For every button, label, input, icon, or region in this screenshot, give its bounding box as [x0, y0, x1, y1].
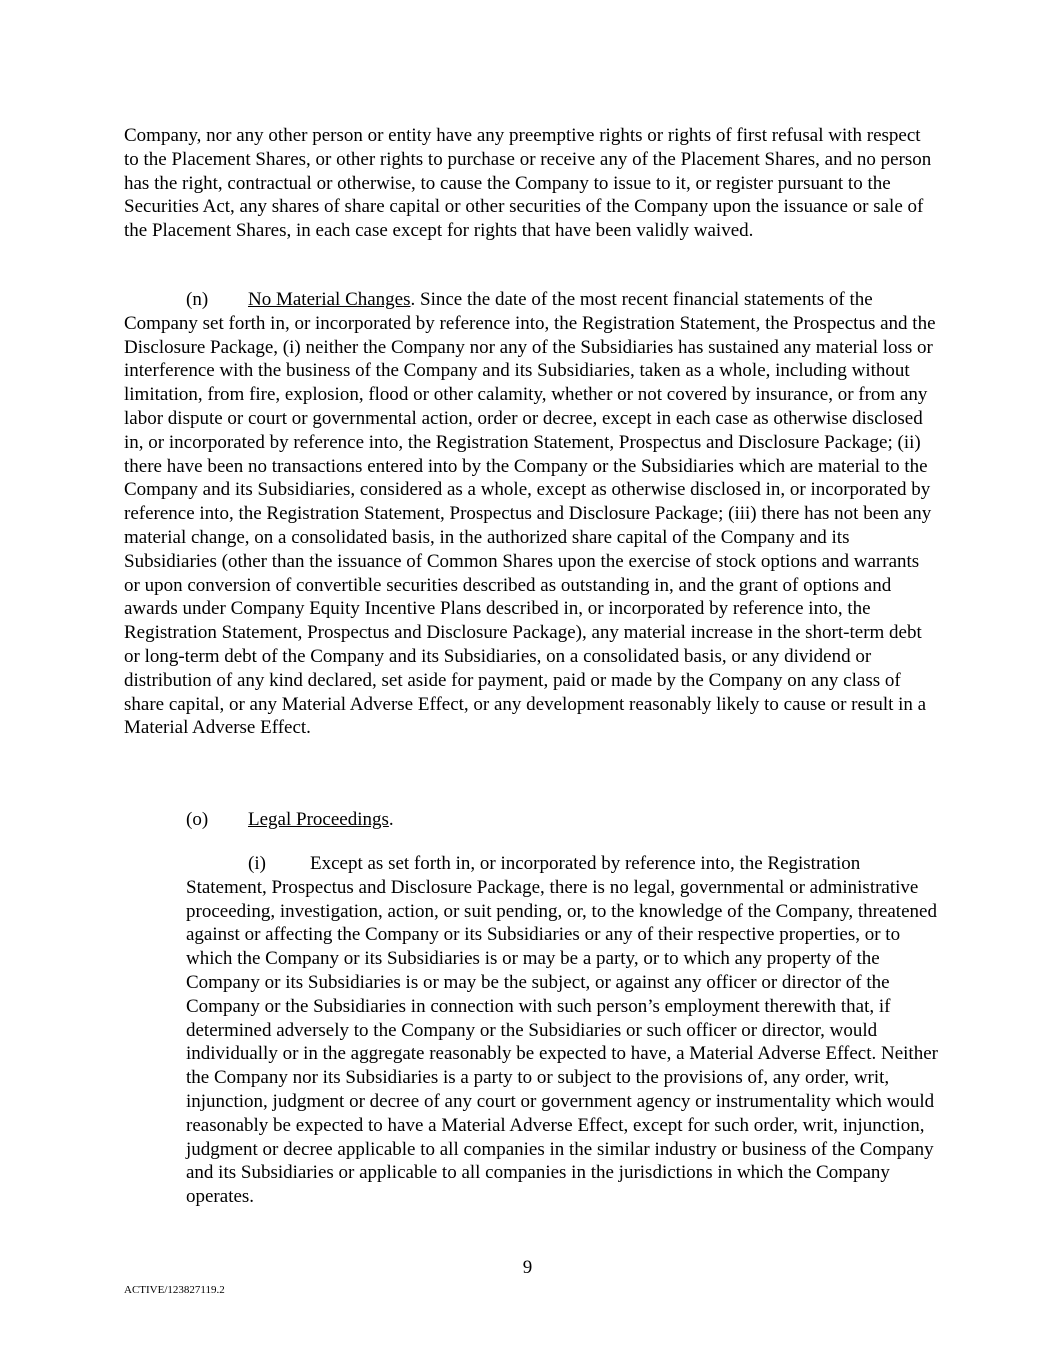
section-n-paragraph [124, 288, 936, 740]
section-n-label: (n) [186, 289, 209, 310]
section-n-heading: No Material Changes [248, 289, 411, 310]
section-n-body: . Since the date of the most recent financial statements of the Company set forth in, or incorporated by reference into, the Registration Statement, the Prospectus and the Disclosure Package, (i) neither the Company nor any of the Subsidiaries has sustained any material loss or interference with the business of the Company and its Subsidiaries, taken as a whole, including without limitation, from fire, explosion, flood or other calamity, whether or not covered by insurance, or from any labor dispute or court or governmental action, order or decree, except in each case as otherwise disclosed in, or incorporated by reference into, the Registration Statement, Prospectus and Disclosure Package; (ii) there have been no transactions entered into by the Company or the Subsidiaries which are material to the Company and its Subsidiaries, considered as a whole, except as otherwise disclosed in, or incorporated by reference into, the Registration Statement, Prospectus and Disclosure Package; (iii) there has not been any material change, on a consolidated basis, in the authorized share capital of the Company and its Subsidiaries (other than the issuance of Common Shares upon the exercise of stock options and warrants or upon conversion of convertible securities described as outstanding in, and the grant of options and awards under Company Equity Incentive Plans described in, or incorporated by reference into, the Registration Statement, Prospectus and Disclosure Package), any material increase in the short-term debt or long-term debt of the Company and its Subsidiaries, on a consolidated basis, or any dividend or distribution of any kind declared, set aside for payment, paid or made by the Company on any class of share capital, or any Material Adverse Effect, or any development reasonably likely to cause or result in a Material Adverse Effect. [124, 289, 936, 739]
section-o-heading: Legal Proceedings [248, 809, 389, 830]
continuation-paragraph: Company, nor any other person or entity have any preemptive rights or rights of first refusal with respect to the Placement Shares, or other rights to purchase or receive any of the Placement Shares, and no person has the right, contractual or otherwise, to cause the Company to issue to it, or register pursuant to the Securities Act, any shares of share capital or other securities of the Company upon the issuance or sale of the Placement Shares, in each case except for rights that have been validly waived. [124, 125, 932, 242]
page-number: 9 [522, 1257, 533, 1278]
section-o-i-label: (i) [248, 853, 266, 874]
section-o-i-body: Except as set forth in, or incorporated by reference into, the Registration Statement, Prospectus and Disclosure Package, there is no legal, governmental or administrative proceeding, investigation, action, or suit pending, or, to the knowledge of the Company, threatened against or affecting the Company or its Subsidiaries or any of their respective properties, or to which the Company or its Subsidiaries is or may be a party, or to which any property of the Company or its Subsidiaries is or may be the subject, or against any officer or director of the Company or the Subsidiaries in connection with such person’s employment therewith that, if determined adversely to the Company or the Subsidiaries or such officer or director, would individually or in the aggregate reasonably be expected to have, a Material Adverse Effect. Neither the Company nor its Subsidiaries is a party to or subject to the provisions of, any order, writ, injunction, judgment or decree of any court or government agency or instrumentality which would reasonably be expected to have a Material Adverse Effect, except for such order, writ, injunction, judgment or decree applicable to all companies in the similar industry or business of the Company and its Subsidiaries or applicable to all companies in the jurisdictions in which the Company operates. [186, 853, 938, 1208]
section-o-label: (o) [186, 809, 209, 830]
document-footer-id: ACTIVE/123827119.2 [124, 1284, 225, 1296]
section-o-body: . [388, 809, 394, 830]
section-o-paragraph [124, 808, 936, 832]
section-o-i-paragraph [186, 852, 938, 1209]
